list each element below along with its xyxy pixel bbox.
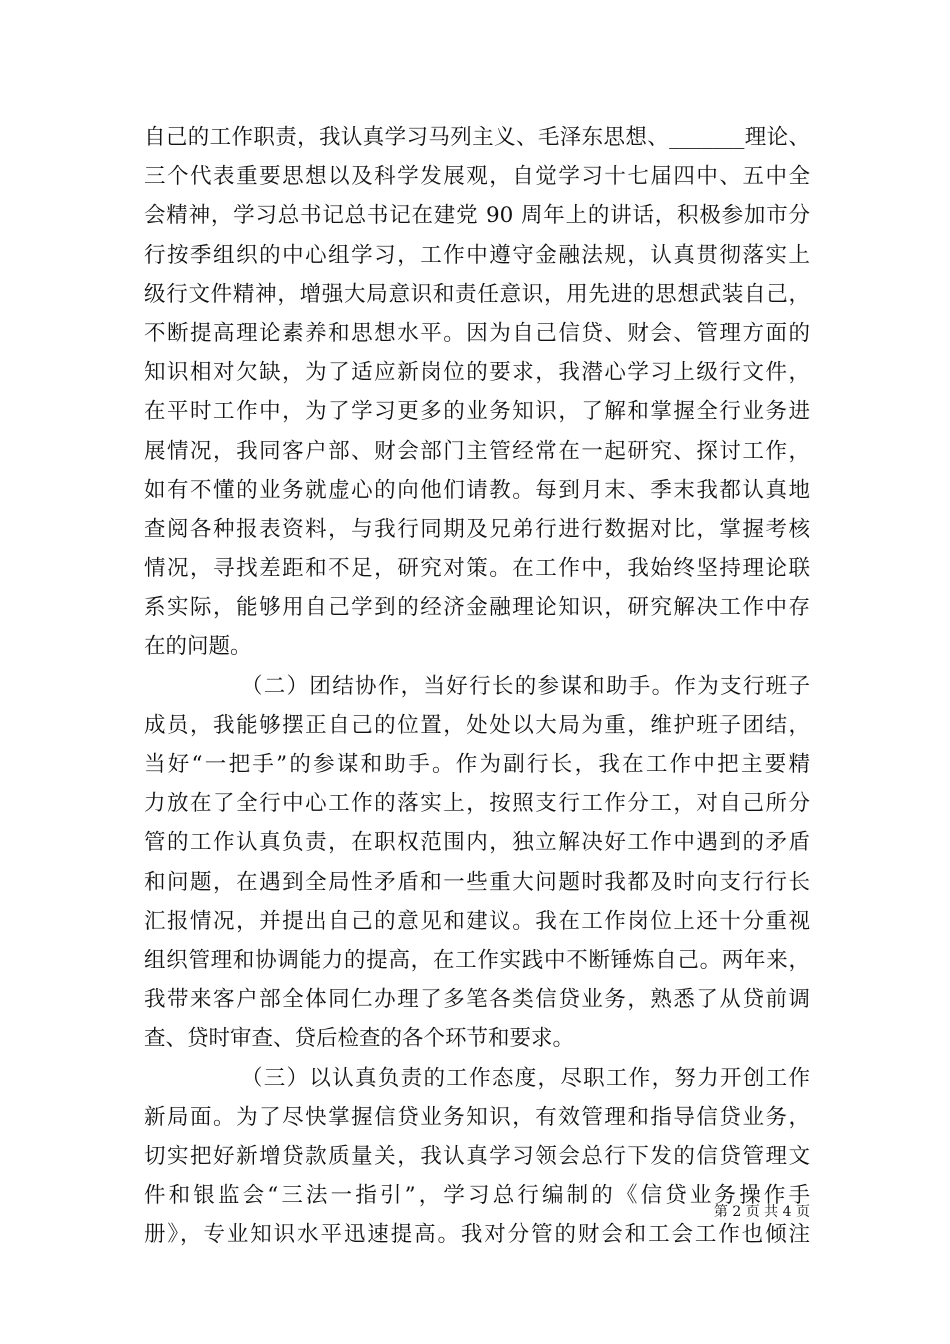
text-line: 不断提高理论素养和思想水平。因为自己信贷、财会、管理方面的 <box>144 320 810 346</box>
page-number-footer: 第 2 页 共 4 页 <box>713 1204 810 1220</box>
text-line: 展情况，我同客户部、财会部门主管经常在一起研究、探讨工作， <box>144 438 810 464</box>
text-line: 汇报情况，并提出自己的意见和建议。我在工作岗位上还十分重视 <box>144 908 810 934</box>
text-line: 册》，专业知识水平迅速提高。我对分管的财会和工会工作也倾注 <box>144 1222 810 1248</box>
text-line: 我带来客户部全体同仁办理了多笔各类信贷业务，熟悉了从贷前调 <box>144 987 810 1013</box>
text-line: 情况，寻找差距和不足，研究对策。在工作中，我始终坚持理论联 <box>144 556 810 582</box>
text-line: 在的问题。 <box>144 634 252 660</box>
text-line: 切实把好新增贷款质量关，我认真学习领会总行下发的信贷管理文 <box>144 1143 810 1169</box>
text-line: 系实际，能够用自己学到的经济金融理论知识，研究解决工作中存 <box>144 595 810 621</box>
text-line: 管的工作认真负责，在职权范围内，独立解决好工作中遇到的矛盾 <box>144 830 810 856</box>
text-line: 成员，我能够摆正自己的位置，处处以大局为重，维护班子团结， <box>144 712 810 738</box>
text-line: 行按季组织的中心组学习，工作中遵守金融法规，认真贯彻落实上 <box>144 242 810 268</box>
text-line: 力放在了全行中心工作的落实上，按照支行工作分工，对自己所分 <box>144 791 810 817</box>
text-line: 和问题，在遇到全局性矛盾和一些重大问题时我都及时向支行行长 <box>144 869 810 895</box>
text-line: 级行文件精神，增强大局意识和责任意识，用先进的思想武装自己， <box>144 281 810 307</box>
text-line: 自己的工作职责，我认真学习马列主义、毛泽东思想、_______理论、 <box>144 125 810 150</box>
text-line: 组织管理和协调能力的提高，在工作实践中不断锤炼自己。两年来， <box>144 947 810 973</box>
text-line: 在平时工作中，为了学习更多的业务知识，了解和掌握全行业务进 <box>144 399 810 425</box>
body-text <box>144 118 810 1254</box>
text-line: 如有不懂的业务就虚心的向他们请教。每到月末、季末我都认真地 <box>144 477 810 503</box>
text-line: 知识相对欠缺，为了适应新岗位的要求，我潜心学习上级行文件， <box>144 360 810 386</box>
text-line: 当好“一把手”的参谋和助手。作为副行长，我在工作中把主要精 <box>144 752 810 777</box>
text-line: 三个代表重要思想以及科学发展观，自觉学习十七届四中、五中全 <box>144 164 810 190</box>
text-line: 会精神，学习总书记总书记在建党 90 周年上的讲话，积极参加市分 <box>144 203 810 229</box>
section-heading-line: （二）团结协作，当好行长的参谋和助手。作为支行班子 <box>241 673 810 699</box>
text-line: 查、贷时审查、贷后检查的各个环节和要求。 <box>144 1026 575 1052</box>
text-line: 新局面。为了尽快掌握信贷业务知识，有效管理和指导信贷业务， <box>144 1104 810 1130</box>
text-line: 查阅各种报表资料，与我行同期及兄弟行进行数据对比，掌握考核 <box>144 516 810 542</box>
section-heading-line: （三）以认真负责的工作态度，尽职工作，努力开创工作 <box>241 1065 810 1091</box>
text-line: 件和银监会“三法一指引”，学习总行编制的《信贷业务操作手 <box>144 1183 810 1209</box>
